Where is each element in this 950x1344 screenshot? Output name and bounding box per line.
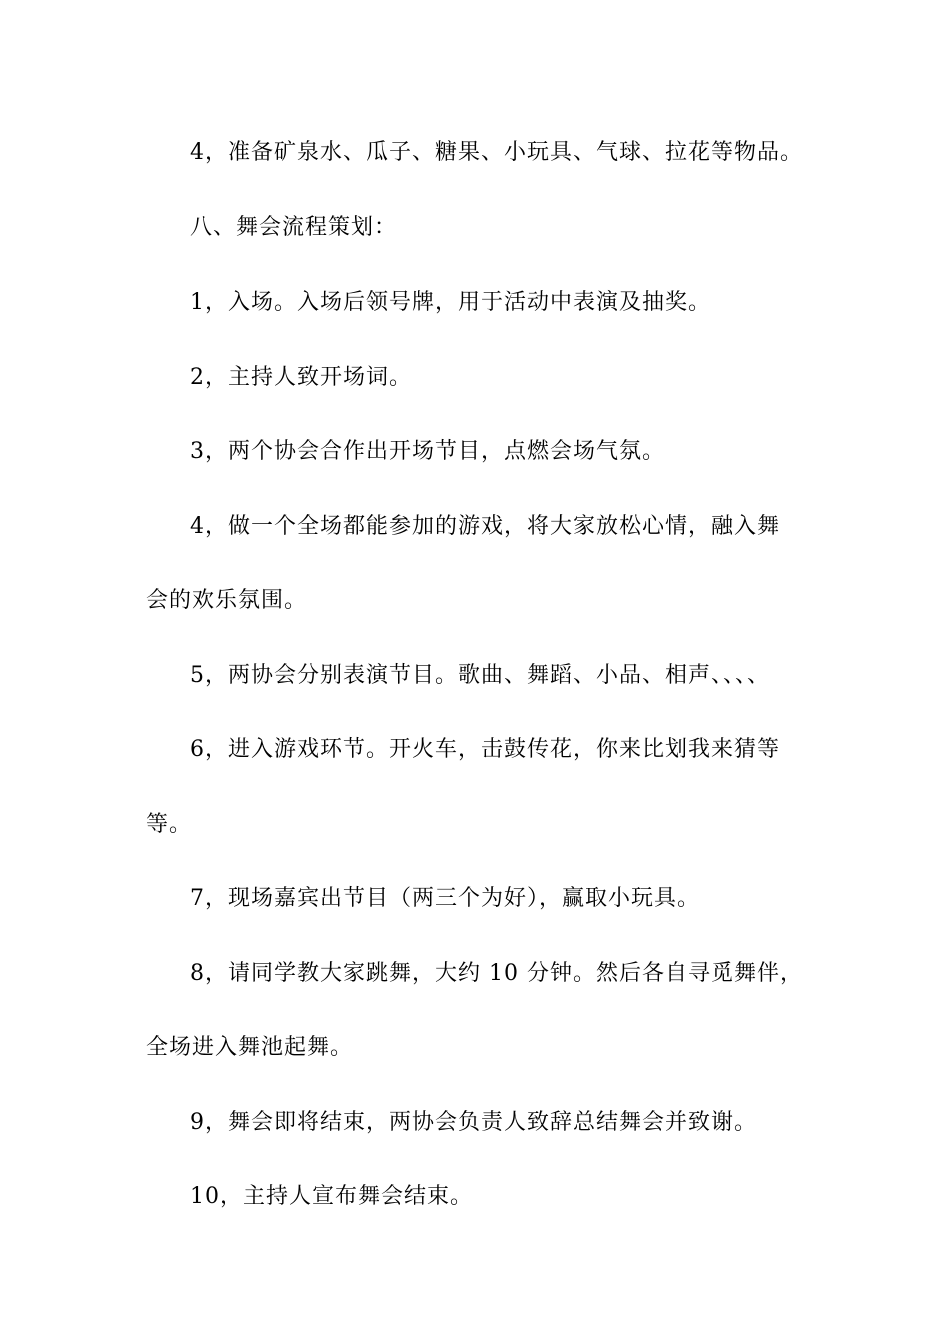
section-heading-dance-process: 八、舞会流程策划： xyxy=(190,215,398,240)
paragraph-step-2: 2，主持人致开场词。 xyxy=(190,365,412,390)
paragraph-step-6-line-1: 6，进入游戏环节。开火车，击鼓传花，你来比划我来猜等 xyxy=(190,737,780,762)
paragraph-step-3: 3，两个协会合作出开场节目，点燃会场气氛。 xyxy=(190,439,665,464)
paragraph-step-1: 1，入场。入场后领号牌，用于活动中表演及抽奖。 xyxy=(190,290,711,315)
paragraph-step-7: 7，现场嘉宾出节目（两三个为好），赢取小玩具。 xyxy=(190,886,700,911)
paragraph-step-5: 5，两协会分别表演节目。歌曲、舞蹈、小品、相声、、、、 xyxy=(190,663,770,688)
paragraph-step-4-line-2: 会的欢乐氛围。 xyxy=(146,588,308,613)
paragraph-step-10: 10，主持人宣布舞会结束。 xyxy=(190,1184,473,1209)
paragraph-step-8-line-2: 全场进入舞池起舞。 xyxy=(146,1035,354,1060)
paragraph-step-9: 9，舞会即将结束，两协会负责人致辞总结舞会并致谢。 xyxy=(190,1110,757,1135)
paragraph-step-6-line-2: 等。 xyxy=(146,812,193,837)
paragraph-prep-item-4: 4，准备矿泉水、瓜子、糖果、小玩具、气球、拉花等物品。 xyxy=(190,140,803,165)
paragraph-step-4-line-1: 4，做一个全场都能参加的游戏，将大家放松心情，融入舞 xyxy=(190,514,780,539)
paragraph-step-8-line-1: 8，请同学教大家跳舞，大约 10 分钟。然后各自寻觅舞伴， xyxy=(190,961,803,986)
